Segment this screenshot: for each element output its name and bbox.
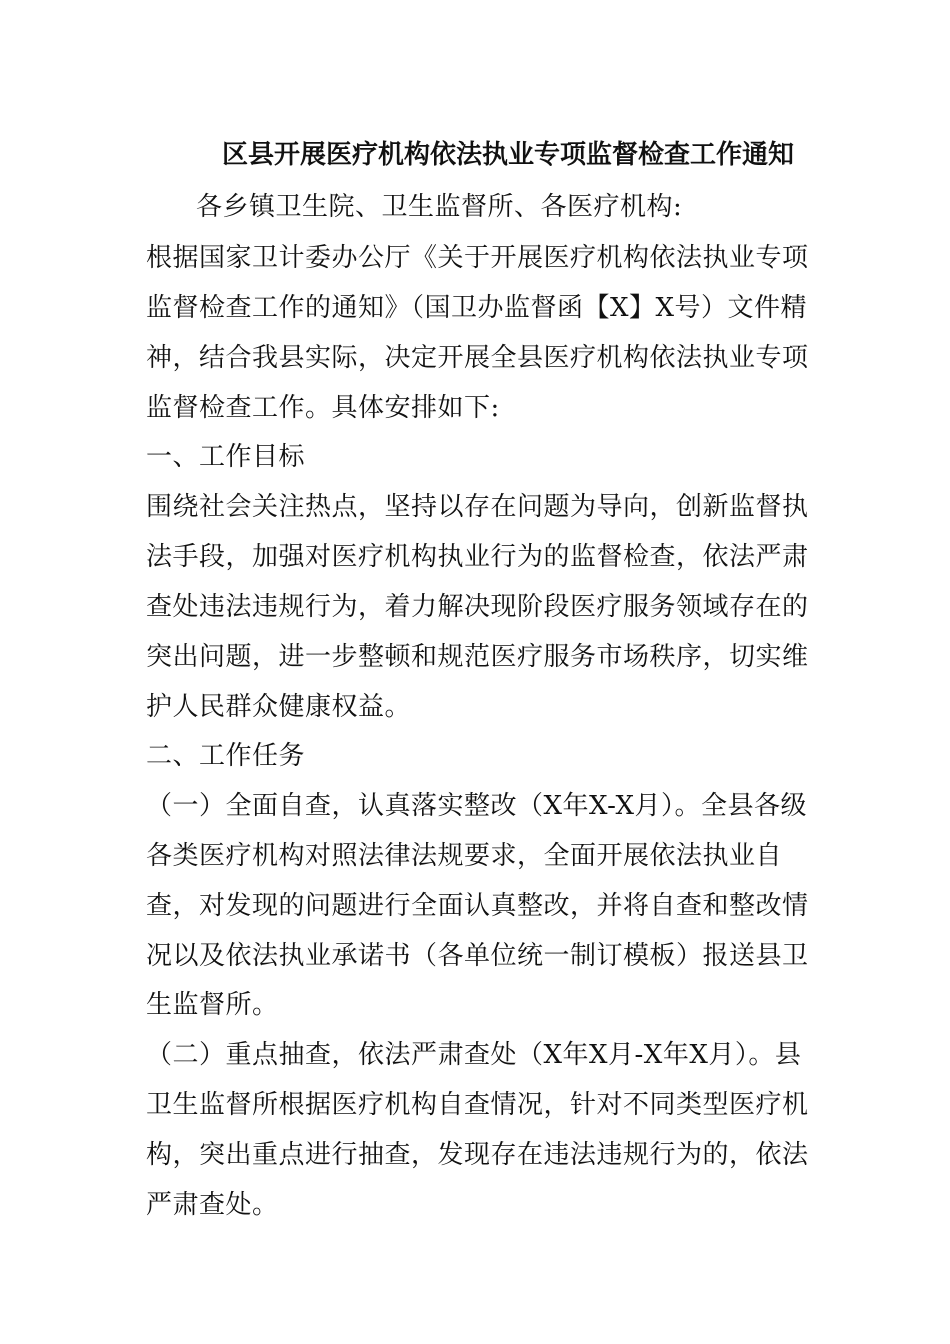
paragraph-line: 构，突出重点进行抽查，发现存在违法违规行为的，依法 xyxy=(146,1140,809,1170)
paragraph-line: 况以及依法执业承诺书（各单位统一制订模板）报送县卫 xyxy=(146,941,809,971)
salutation: 各乡镇卫生院、卫生监督所、各医疗机构: xyxy=(196,192,683,222)
paragraph-line: 查处违法违规行为，着力解决现阶段医疗服务领域存在的 xyxy=(146,592,809,622)
paragraph-line: 严肃查处。 xyxy=(146,1190,279,1220)
section-heading: 一、工作目标 xyxy=(146,442,306,472)
paragraph-line: 根据国家卫计委办公厅《关于开展医疗机构依法执业专项 xyxy=(146,243,809,273)
paragraph-line: （一）全面自查，认真落实整改（X年X-X月）。全县各级 xyxy=(146,791,807,821)
paragraph-line: 生监督所。 xyxy=(146,990,279,1020)
paragraph-line: 护人民群众健康权益。 xyxy=(146,692,412,722)
paragraph-line: （二）重点抽查，依法严肃查处（X年X月-X年X月）。县 xyxy=(146,1040,802,1070)
section-heading: 二、工作任务 xyxy=(146,741,306,771)
paragraph-line: 神，结合我县实际，决定开展全县医疗机构依法执业专项 xyxy=(146,343,809,373)
paragraph-line: 突出问题，进一步整顿和规范医疗服务市场秩序，切实维 xyxy=(146,642,809,672)
paragraph-line: 法手段，加强对医疗机构执业行为的监督检查，依法严肃 xyxy=(146,542,809,572)
paragraph-line: 查，对发现的问题进行全面认真整改，并将自查和整改情 xyxy=(146,891,809,921)
paragraph-line: 监督检查工作的通知》（国卫办监督函【X】X号）文件精 xyxy=(146,293,808,323)
document-title: 区县开展医疗机构依法执业专项监督检查工作通知 xyxy=(222,140,795,170)
paragraph-line: 各类医疗机构对照法律法规要求，全面开展依法执业自 xyxy=(146,841,783,871)
paragraph-line: 监督检查工作。具体安排如下: xyxy=(146,393,500,423)
paragraph-line: 卫生监督所根据医疗机构自查情况，针对不同类型医疗机 xyxy=(146,1090,809,1120)
paragraph-line: 围绕社会关注热点，坚持以存在问题为导向，创新监督执 xyxy=(146,492,809,522)
